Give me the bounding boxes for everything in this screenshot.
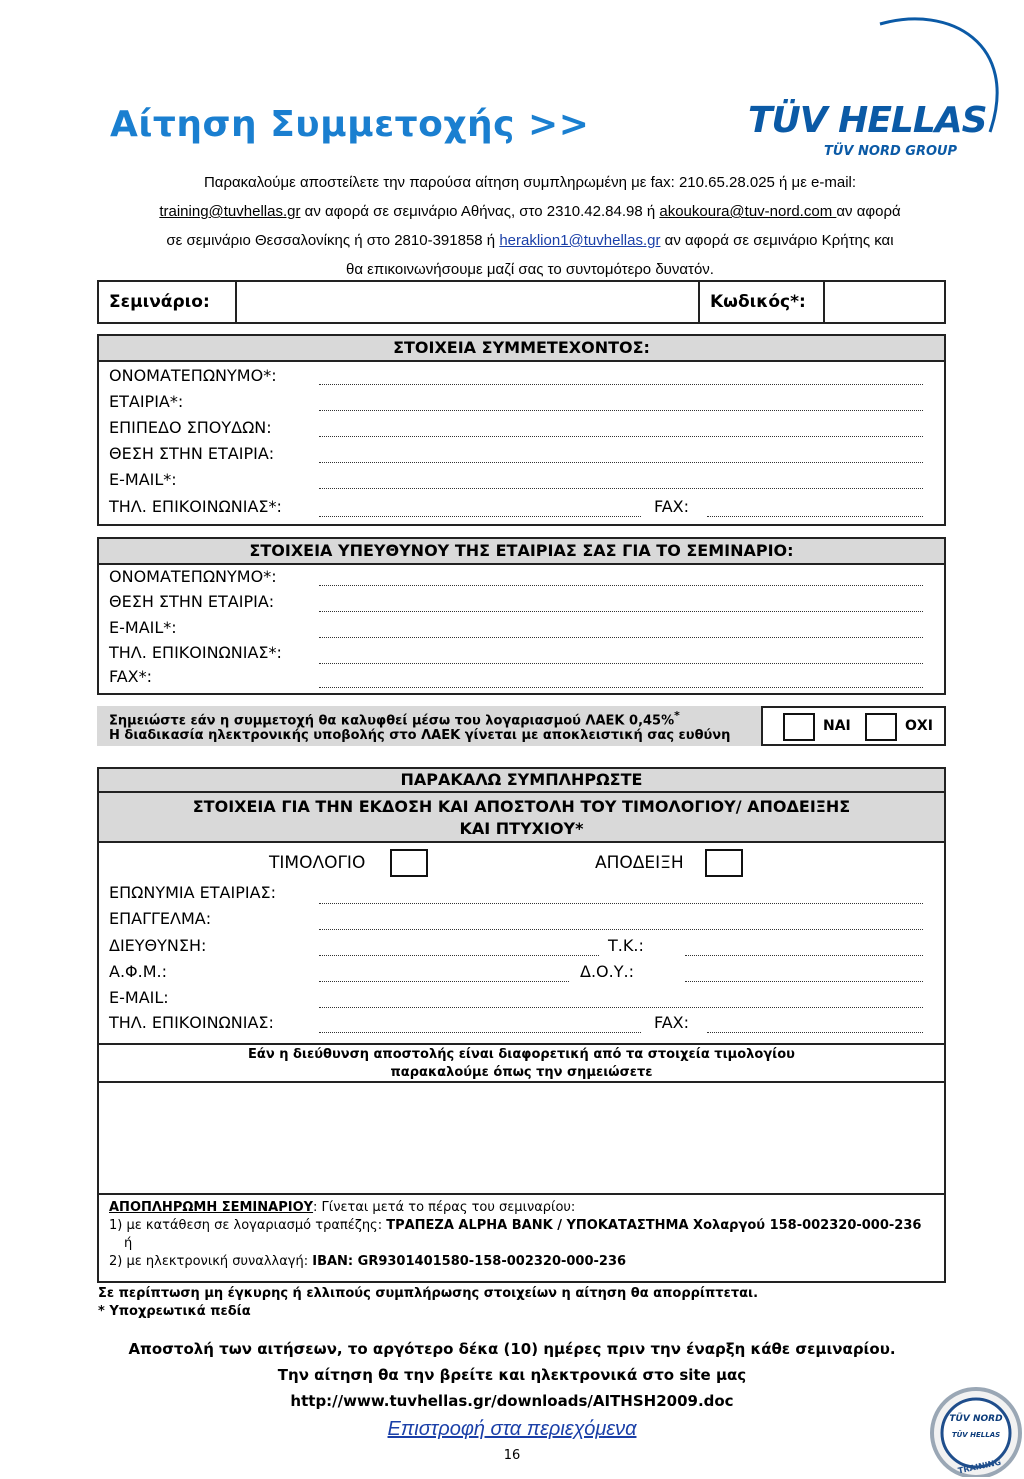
payment-line-2 bbox=[109, 1253, 939, 1271]
seminar-label: Σεμινάριο: bbox=[99, 282, 237, 322]
intro-line-2-mid: αν αφορά σε σεμινάριο Αθήνας, στο 2310.42.84.98 ή bbox=[300, 203, 660, 220]
invoice-zip-field[interactable] bbox=[685, 955, 923, 956]
laek-no-checkbox[interactable] bbox=[865, 713, 897, 741]
invoice-phone-label: ΤΗΛ. ΕΠΙΚΟΙΝΩΝΙΑΣ: bbox=[109, 1013, 274, 1032]
back-to-contents-link[interactable]: Επιστροφή στα περιεχόμενα bbox=[387, 1418, 637, 1440]
receipt-option-checkbox[interactable] bbox=[705, 849, 743, 877]
responsible-email-label: E-MAIL*: bbox=[109, 618, 177, 637]
invoice-option-checkbox[interactable] bbox=[390, 849, 428, 877]
intro-line-2-end: αν αφορά bbox=[836, 203, 901, 220]
company-logo: TÜV HELLAS bbox=[748, 100, 987, 141]
invoice-header-2-line-1: ΣΤΟΙΧΕΙΑ ΓΙΑ ΤΗΝ ΕΚΔΟΣΗ ΚΑΙ ΑΠΟΣΤΟΛΗ ΤΟΥ ΤΙΜΟΛΟΓΙΟΥ/ ΑΠΟΔΕΙΞΗΣ bbox=[192, 797, 851, 816]
laek-yes-label: ΝΑΙ bbox=[823, 718, 851, 734]
intro-line-1: Παρακαλούμε αποστείλετε την παρούσα αίτηση συμπληρωμένη με fax: 210.65.28.025 ή με e-mail: bbox=[203, 174, 857, 191]
invoice-phone-field[interactable] bbox=[319, 1032, 641, 1033]
intro-line-3-start: σε σεμινάριο Θεσσαλονίκης ή στο 2810-391858 ή bbox=[166, 232, 500, 249]
invoice-section bbox=[97, 767, 946, 1283]
invoice-option-label: ΤΙΜΟΛΟΓΙΟ bbox=[269, 853, 366, 873]
laek-note-line-2: Η διαδικασία ηλεκτρονικής υποβολής στο ΛΑΕΚ γίνεται με αποκλειστική σας ευθύνη bbox=[109, 728, 731, 743]
intro-text bbox=[100, 168, 960, 284]
responsible-fax-label: FAX*: bbox=[109, 667, 153, 686]
tuv-training-badge-icon bbox=[922, 1385, 1022, 1477]
responsible-phone-field[interactable] bbox=[319, 663, 923, 664]
laek-note-line-1 bbox=[109, 709, 680, 728]
participant-phone-field[interactable] bbox=[319, 516, 641, 517]
participant-section bbox=[97, 334, 946, 526]
participant-education-label: ΕΠΙΠΕΔΟ ΣΠΟΥΔΩΝ: bbox=[109, 418, 272, 437]
responsible-email-field[interactable] bbox=[319, 637, 923, 638]
invoice-address-field[interactable] bbox=[319, 955, 599, 956]
participant-header: ΣΤΟΙΧΕΙΑ ΣΥΜΜΕΤΕΧΟΝΤΟΣ: bbox=[99, 336, 944, 362]
laek-options bbox=[761, 706, 946, 746]
code-input[interactable] bbox=[825, 282, 944, 322]
email-heraklion-link[interactable]: heraklion1@tuvhellas.gr bbox=[499, 232, 661, 249]
responsible-fax-field[interactable] bbox=[319, 687, 923, 688]
different-address-note-line-1: Εάν η διεύθυνση αποστολής είναι διαφορετική από τα στοιχεία τιμολογίου bbox=[248, 1047, 795, 1062]
invoice-tax-office-field[interactable] bbox=[685, 981, 923, 982]
laek-note-star: * bbox=[674, 709, 680, 722]
invoice-address-label: ΔΙΕΥΘΥΝΣΗ: bbox=[109, 936, 207, 955]
different-address-textarea[interactable] bbox=[99, 1083, 944, 1195]
invoice-company-label: ΕΠΩΝΥΜΙΑ ΕΤΑΙΡΙΑΣ: bbox=[109, 883, 277, 902]
intro-line-2 bbox=[100, 197, 960, 226]
seminar-row bbox=[97, 280, 946, 324]
participant-phone-label: ΤΗΛ. ΕΠΙΚΟΙΝΩΝΙΑΣ*: bbox=[109, 497, 282, 516]
participant-company-field[interactable] bbox=[319, 410, 923, 411]
page-number: 16 bbox=[503, 1448, 521, 1463]
responsible-position-label: ΘΕΣΗ ΣΤΗΝ ΕΤΑΙΡΙΑ: bbox=[109, 592, 275, 611]
invoice-zip-label: Τ.Κ.: bbox=[608, 936, 644, 955]
intro-line-3 bbox=[100, 226, 960, 255]
laek-note bbox=[97, 706, 761, 746]
different-address-note-line-2: παρακαλούμε όπως την σημειώσετε bbox=[390, 1065, 653, 1080]
payment-line-1 bbox=[109, 1217, 939, 1235]
page-title: Αίτηση Συμμετοχής >> bbox=[110, 104, 590, 145]
badge-top-text: TÜV NORD bbox=[949, 1414, 1003, 1424]
laek-yes-checkbox[interactable] bbox=[783, 713, 815, 741]
invoice-profession-label: ΕΠΑΓΓΕΛΜΑ: bbox=[109, 909, 212, 928]
responsible-header: ΣΤΟΙΧΕΙΑ ΥΠΕΥΘΥΝΟΥ ΤΗΣ ΕΤΑΙΡΙΑΣ ΣΑΣ ΓΙΑ ΤΟ ΣΕΜΙΝΑΡΙΟ: bbox=[99, 539, 944, 565]
invoice-header-2-line-2: ΚΑΙ ΠΤΥΧΙΟΥ* bbox=[459, 819, 584, 838]
different-address-note bbox=[99, 1043, 944, 1083]
invoice-fax-field[interactable] bbox=[707, 1032, 923, 1033]
payment-line-2-prefix: 2) με ηλεκτρονική συναλλαγή: bbox=[109, 1254, 313, 1269]
badge-bottom-text: TRAINING bbox=[957, 1457, 1002, 1476]
payment-iban: IBAN: GR9301401580-158-002320-000-236 bbox=[312, 1254, 627, 1269]
invoice-tax-office-label: Δ.Ο.Υ.: bbox=[580, 962, 634, 981]
responsible-name-field[interactable] bbox=[319, 585, 923, 586]
participant-position-field[interactable] bbox=[319, 462, 923, 463]
participant-email-field[interactable] bbox=[319, 488, 923, 489]
participant-fax-field[interactable] bbox=[707, 516, 923, 517]
email-training-link[interactable]: training@tuvhellas.gr bbox=[159, 203, 301, 220]
payment-title-line bbox=[109, 1199, 939, 1217]
invoice-vat-label: Α.Φ.Μ.: bbox=[109, 962, 167, 981]
footer-deadline: Αποστολή των αιτήσεων, το αργότερο δέκα (10) ημέρες πριν την έναρξη κάθε σεμιναρίου. bbox=[128, 1340, 896, 1358]
footer-online-form: Την αίτηση θα την βρείτε και ηλεκτρονικά στο site μας bbox=[277, 1366, 747, 1384]
invoice-company-field[interactable] bbox=[319, 903, 923, 904]
invoice-header-2 bbox=[99, 793, 944, 843]
participant-name-field[interactable] bbox=[319, 384, 923, 385]
email-akoukoura-link[interactable]: akoukoura@tuv-nord.com bbox=[659, 203, 837, 220]
badge-mid-text: TÜV HELLAS bbox=[951, 1431, 1001, 1439]
payment-line-1-prefix: 1) με κατάθεση σε λογαριασμό τραπέζης: bbox=[109, 1218, 387, 1233]
responsible-name-label: ΟΝΟΜΑΤΕΠΩΝΥΜΟ*: bbox=[109, 567, 277, 586]
invoice-vat-field[interactable] bbox=[319, 981, 569, 982]
participant-email-label: E-MAIL*: bbox=[109, 470, 177, 489]
seminar-input[interactable] bbox=[237, 282, 700, 322]
payment-title: ΑΠΟΠΛΗΡΩΜΗ ΣΕΜΙΝΑΡΙΟΥ bbox=[109, 1200, 314, 1215]
payment-or: ή bbox=[124, 1236, 133, 1251]
responsible-position-field[interactable] bbox=[319, 611, 923, 612]
invalid-form-note: Σε περίπτωση μη έγκυρης ή ελλιπούς συμπλήρωσης στοιχείων η αίτηση θα απορρίπτεται. bbox=[98, 1286, 759, 1301]
participant-name-label: ΟΝΟΜΑΤΕΠΩΝΥΜΟ*: bbox=[109, 366, 277, 385]
footer-form-url[interactable]: http://www.tuvhellas.gr/downloads/AITHSH2009.doc bbox=[290, 1392, 734, 1410]
code-label: Κωδικός*: bbox=[700, 282, 825, 322]
invoice-email-field[interactable] bbox=[319, 1007, 923, 1008]
invoice-profession-field[interactable] bbox=[319, 929, 923, 930]
payment-bank-details: ΤΡΑΠΕΖΑ ALPHA BANK / ΥΠΟΚΑΤΑΣΤΗΜΑ Χολαργού 158-002320-000-236 bbox=[386, 1218, 922, 1233]
receipt-option-label: ΑΠΟΔΕΙΞΗ bbox=[595, 853, 684, 873]
company-logo-subtitle: TÜV NORD GROUP bbox=[824, 144, 958, 159]
invoice-email-label: E-MAIL: bbox=[109, 988, 169, 1007]
responsible-section bbox=[97, 537, 946, 695]
invoice-header-1: ΠΑΡΑΚΑΛΩ ΣΥΜΠΛΗΡΩΣΤΕ bbox=[99, 769, 944, 793]
participant-position-label: ΘΕΣΗ ΣΤΗΝ ΕΤΑΙΡΙΑ: bbox=[109, 444, 275, 463]
responsible-phone-label: ΤΗΛ. ΕΠΙΚΟΙΝΩΝΙΑΣ*: bbox=[109, 643, 282, 662]
intro-line-4: θα επικοινωνήσουμε μαζί σας το συντομότερο δυνατόν. bbox=[346, 261, 714, 278]
payment-title-rest: : Γίνεται μετά το πέρας του σεμιναρίου: bbox=[313, 1200, 576, 1215]
payment-info bbox=[109, 1199, 939, 1271]
required-fields-note: * Υποχρεωτικά πεδία bbox=[98, 1304, 251, 1319]
laek-no-label: ΟΧΙ bbox=[905, 718, 933, 734]
participant-education-field[interactable] bbox=[319, 436, 923, 437]
intro-line-3-end: αν αφορά σε σεμινάριο Κρήτης και bbox=[660, 232, 894, 249]
laek-note-line-1-text: Σημειώστε εάν η συμμετοχή θα καλυφθεί μέσω του λογαριασμού ΛΑΕΚ 0,45% bbox=[109, 713, 675, 729]
invoice-fax-label: FAX: bbox=[654, 1013, 690, 1032]
participant-company-label: ΕΤΑΙΡΙΑ*: bbox=[109, 392, 184, 411]
participant-fax-label: FAX: bbox=[654, 497, 690, 516]
